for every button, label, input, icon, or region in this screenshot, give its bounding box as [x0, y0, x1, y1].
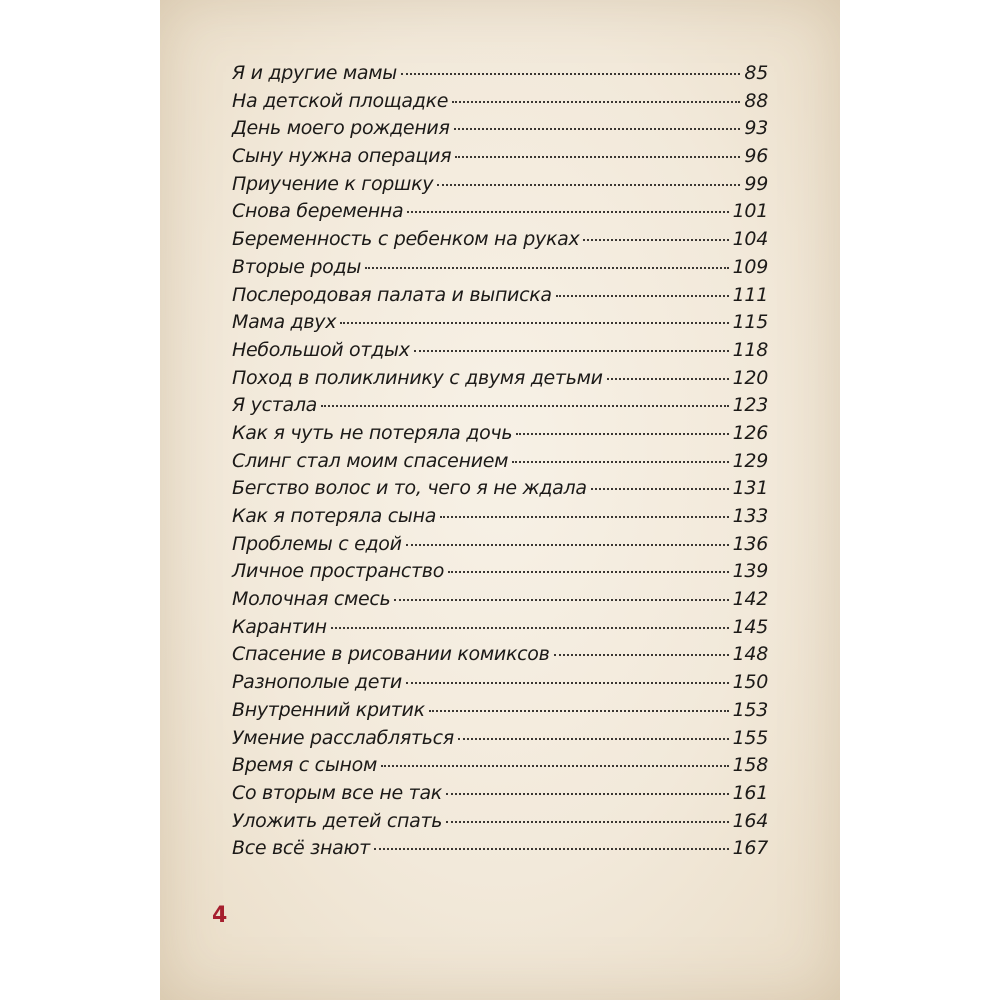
toc-entry[interactable]	[232, 533, 768, 561]
toc-entry-title: Личное пространство	[232, 560, 445, 583]
dot-leader	[454, 128, 741, 130]
dot-leader	[414, 350, 729, 352]
toc-entry-title: День моего рождения	[232, 117, 450, 140]
book-page	[160, 0, 840, 1000]
toc-entry-page-number: 133	[732, 505, 768, 527]
toc-entry-page-number: 93	[744, 117, 768, 140]
dot-leader	[331, 627, 729, 629]
toc-entry[interactable]	[232, 450, 768, 478]
toc-entry[interactable]	[232, 810, 768, 838]
toc-entry-title: Я устала	[232, 394, 318, 417]
toc-entry-page-number: 150	[732, 671, 768, 694]
toc-entry-title: Уложить детей спать	[232, 809, 443, 832]
toc-entry[interactable]	[232, 228, 768, 256]
toc-entry-page-number: 164	[732, 809, 768, 832]
toc-entry-page-number: 109	[732, 255, 768, 278]
dot-leader	[440, 516, 729, 518]
toc-entry-title: Молочная смесь	[232, 588, 391, 611]
toc-entry-page-number: 139	[732, 560, 768, 583]
toc-entry-page-number: 120	[732, 366, 768, 389]
toc-entry-page-number: 155	[732, 726, 768, 749]
toc-entry-page-number: 153	[732, 698, 768, 721]
toc-entry-page-number: 131	[732, 477, 768, 500]
toc-entry-title: Сыну нужна операция	[232, 145, 452, 168]
dot-leader	[512, 461, 728, 463]
dot-leader	[591, 488, 729, 490]
toc-entry[interactable]	[232, 837, 768, 865]
toc-entry[interactable]	[232, 394, 768, 422]
toc-entry[interactable]	[232, 284, 768, 312]
toc-entry-title: Беременность с ребенком на руках	[232, 228, 580, 251]
toc-entry-title: Послеродовая палата и выписка	[232, 283, 552, 306]
toc-entry[interactable]	[232, 422, 768, 450]
toc-entry[interactable]	[232, 643, 768, 671]
toc-entry[interactable]	[232, 367, 768, 395]
toc-entry[interactable]	[232, 699, 768, 727]
dot-leader	[406, 682, 729, 684]
toc-entry[interactable]	[232, 90, 768, 118]
toc-entry[interactable]	[232, 727, 768, 755]
toc-entry-title: Умение расслабляться	[232, 726, 454, 749]
dot-leader	[437, 184, 740, 186]
toc-entry-title: Слинг стал моим спасением	[232, 449, 509, 472]
toc-entry[interactable]	[232, 117, 768, 145]
toc-entry-title: На детской площадке	[232, 89, 449, 112]
dot-leader	[446, 793, 729, 795]
toc-entry[interactable]	[232, 782, 768, 810]
toc-entry-page-number: 136	[732, 532, 768, 555]
toc-entry[interactable]	[232, 256, 768, 284]
toc-entry-title: Со вторым все не так	[232, 781, 442, 804]
toc-entry[interactable]	[232, 339, 768, 367]
toc-entry-page-number: 142	[732, 588, 768, 611]
dot-leader	[446, 821, 728, 823]
toc-entry-page-number: 148	[732, 643, 768, 666]
toc-entry-page-number: 111	[732, 283, 768, 306]
toc-entry[interactable]	[232, 477, 768, 505]
dot-leader	[407, 211, 728, 213]
dot-leader	[583, 239, 728, 241]
toc-entry-page-number: 145	[732, 615, 768, 638]
dot-leader	[607, 378, 729, 380]
toc-entry[interactable]	[232, 588, 768, 616]
toc-entry-title: Время с сыном	[232, 754, 378, 777]
toc-entry-page-number: 115	[732, 311, 768, 334]
toc-entry-title: Спасение в рисовании комиксов	[232, 643, 550, 666]
toc-entry-page-number: 118	[732, 338, 768, 361]
toc-entry-title: Бегство волос и то, чего я не ждала	[232, 477, 587, 500]
toc-entry-page-number: 99	[744, 172, 768, 195]
toc-entry-title: Я и другие мамы	[232, 62, 397, 84]
toc-entry[interactable]	[232, 62, 768, 90]
dot-leader	[321, 405, 729, 407]
page-number: 4	[212, 903, 228, 928]
toc-entry-page-number: 101	[732, 200, 768, 223]
toc-entry-title: Мама двух	[232, 311, 337, 334]
toc-entry[interactable]	[232, 754, 768, 782]
toc-entry-page-number: 167	[732, 837, 768, 860]
toc-entry-title: Внутренний критик	[232, 698, 425, 721]
toc-entry-title: Все всё знают	[232, 837, 370, 860]
toc-entry[interactable]	[232, 671, 768, 699]
toc-entry-title: Карантин	[232, 615, 327, 638]
toc-entry[interactable]	[232, 560, 768, 588]
toc-entry-title: Как я потеряла сына	[232, 505, 437, 527]
toc-entry[interactable]	[232, 145, 768, 173]
toc-entry-title: Как я чуть не потеряла дочь	[232, 421, 513, 444]
dot-leader	[406, 544, 729, 546]
toc-entry-title: Небольшой отдых	[232, 338, 410, 361]
toc-entry-title: Снова беременна	[232, 200, 404, 223]
toc-entry-page-number: 129	[732, 449, 768, 472]
dot-leader	[455, 156, 740, 158]
toc-entry-page-number: 88	[744, 89, 768, 112]
dot-leader	[516, 433, 728, 435]
dot-leader	[381, 765, 729, 767]
toc-entry[interactable]	[232, 200, 768, 228]
toc-entry-page-number: 104	[732, 228, 768, 251]
dot-leader	[429, 710, 729, 712]
dot-leader	[448, 571, 729, 573]
toc-entry[interactable]	[232, 616, 768, 644]
toc-entry-title: Поход в поликлинику с двумя детьми	[232, 366, 603, 389]
toc-entry-title: Приучение к горшку	[232, 172, 434, 195]
dot-leader	[554, 654, 729, 656]
dot-leader	[374, 848, 729, 850]
dot-leader	[556, 295, 729, 297]
dot-leader	[340, 322, 728, 324]
toc-entry[interactable]	[232, 311, 768, 339]
toc-entry-page-number: 161	[732, 781, 768, 804]
toc-entry-page-number: 126	[732, 421, 768, 444]
dot-leader	[365, 267, 729, 269]
toc-entry[interactable]	[232, 505, 768, 533]
toc-entry-page-number: 96	[744, 145, 768, 168]
toc-entry-page-number: 123	[732, 394, 768, 417]
dot-leader	[401, 73, 740, 75]
toc-entry-title: Разнополые дети	[232, 671, 402, 694]
table-of-contents	[232, 62, 768, 865]
toc-entry-page-number: 158	[732, 754, 768, 777]
toc-entry-title: Вторые роды	[232, 255, 362, 278]
toc-entry-page-number: 85	[744, 62, 768, 84]
toc-entry-title: Проблемы с едой	[232, 532, 402, 555]
dot-leader	[394, 599, 728, 601]
dot-leader	[452, 101, 740, 103]
dot-leader	[458, 738, 729, 740]
toc-entry[interactable]	[232, 173, 768, 201]
